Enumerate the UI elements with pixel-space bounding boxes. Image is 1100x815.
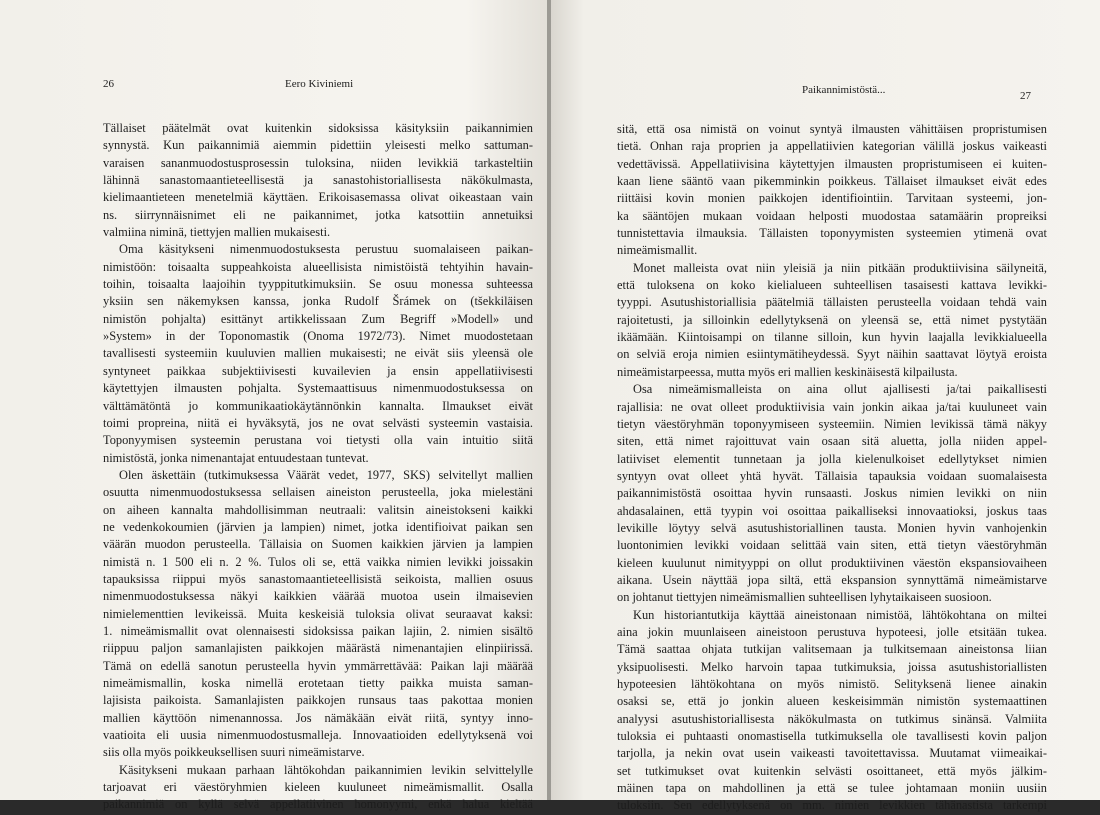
text-line: tarjolla, ja nekin ovat usein vaikeasti tavoitettavissa. Muutamat viimeaikai- <box>617 746 1047 761</box>
text-line: ikäämään. Kiintoisampi on tilanne silloin, kun hyvin laajalla levikkialueella <box>617 330 1047 345</box>
text-line: mäinen tapa on mahdollinen ja että se tulee johtamaan moniin uusiin <box>617 781 1047 796</box>
right-page <box>551 0 1100 813</box>
text-line: sitä, että osa nimistä on voinut syntyä ilmausten vähittäisen propristumisen <box>617 122 1047 136</box>
text-line: nimenmuodostuksessa näkyi kaikkien väärää muotoa usein ilmaisevien <box>103 589 533 604</box>
text-line: on johtanut tiettyjen nimeämismallien suhteellisen lyhytaikaiseen suosioon. <box>617 590 992 605</box>
text-line: aina jokin muunlaiseen aineistoon perustuva hypoteesi, jolle etsitään tukea. <box>617 624 1047 639</box>
text-line: Olen äskettäin (tutkimuksessa Väärät vedet, 1977, SKS) selvitellyt mallien <box>119 467 533 482</box>
left-page <box>0 0 549 812</box>
text-line: siten, että nimet rajoittuvat vain osaan sitä aluetta, jolla niiden appel- <box>617 434 1047 449</box>
text-line: tapauksissa riippui myös sanastomaantieteellisistä seikoista, mallien osuus <box>103 571 533 586</box>
text-line: toihin, toisaalta laajoihin tyyppitutkimuksiin. Se osuu monessa suhteessa <box>103 277 533 292</box>
text-line: välttämätöntä jo kommunikaatiokäytännönkin kannalta. Ilmaukset eivät <box>103 398 533 413</box>
text-line: nimeämismallin, koska nimellä erotetaan tietty paikka muista saman- <box>103 676 533 690</box>
text-line: tietyn väestöryhmän toponyymiseen systeemiin. Nimien levikissä tämä näkyy <box>617 416 1047 431</box>
text-line: tavallisesti systeemiin kuuluvien mallien mukaisesti; ne eivät siis yleensä ole <box>103 346 533 361</box>
text-line: analyysi asutushistoriallisesta näkökulmasta on tutkimus sinänsä. Valmiita <box>617 711 1047 726</box>
text-line: vedettävissä. Appellatiivisina käytettyjen ilmausten propristumiseen ei kuiten- <box>617 156 1047 171</box>
text-line: että tuloksena on koko kielialueen suhteellisen tasaisesti kattava levikki- <box>617 278 1047 293</box>
text-line: aikana. Usein näyttää jopa siltä, että ekspansion synnyttämä nimeämistarve <box>617 572 1047 587</box>
text-line: rajallisia: ne ovat olleet produktiivisia vain jonkin aikaa ja/tai kuuluneet vain <box>617 399 1047 414</box>
text-line: ka sääntöjen mukaan voidaan helposti muodostaa satamäärin propreiksi <box>617 208 1047 223</box>
text-line: Osa nimeämismalleista on aina ollut ajallisesti ja/tai paikallisesti <box>633 382 1047 397</box>
page-number-left: 26 <box>103 78 114 90</box>
text-line: ns. siirrynnäisnimet eli ne paikannimet, jotka katsottiin annetuiksi <box>103 207 533 222</box>
text-line: valmiina niminä, tiettyjen mallien mukaisesti. <box>103 225 331 240</box>
text-line: nimistöön: toisaalta suppeahkoista alueellisista nimistöistä tehtyihin havain- <box>103 259 533 274</box>
text-line: tietä. Onhan raja proprien ja appellatiivien kategorian välillä joskus vaikeasti <box>617 139 1047 154</box>
text-line: kielimaantieteen menetelmiä käyttäen. Erikoisasemassa olivat oikeastaan vain <box>103 190 533 205</box>
text-line: Käsitykseni mukaan parhaan lähtökohdan paikannimien levikin selvittelylle <box>119 762 533 777</box>
text-line: tyyppi. Asutushistoriallisia päätelmiä tällaisten perusteella voidaan tehdä vain <box>617 295 1047 310</box>
text-line: levikille löytyy selvä asutushistoriallinen tausta. Monien hyvin vanhojenkin <box>617 520 1047 535</box>
text-line: lajisista paikoista. Samanlajisten paikkojen runsaus taas pakottaa monien <box>103 693 533 708</box>
text-line: paikannimiä on kyllä selvä appellatiivinen homonyymi, enkä halua kieltää <box>103 797 533 812</box>
text-line: 1. nimeämismallit ovat olennaisesti sidoksissa paikan lajiin, 2. nimien sisältö <box>103 623 533 638</box>
text-line: ne vedenkokoumien (järvien ja lampien) nimet, jotka identifioivat paikan sen <box>103 519 533 534</box>
text-line: vaatioita eli uusia nimenmuodostusmalleja. Innovaatioiden edellytyksenä voi <box>103 728 533 743</box>
text-line: synnystä. Kun paikannimiä aiemmin pidettiin yleisesti melko sattuman- <box>103 138 533 153</box>
text-line: yksipuolisesti. Melko harvoin tapaa tutkimuksia, joissa asutushistoriallisten <box>617 659 1047 674</box>
page-number-right: 27 <box>1020 90 1031 102</box>
text-line: tunnistettavia ilmauksia. Tällaisten toponyymisten systeemien ytimenä ovat <box>617 226 1047 241</box>
text-line: Toponyymisen systeemin perustana voi tietysti olla vain intuitio siitä <box>103 433 533 448</box>
text-line: Monet malleista ovat niin yleisiä ja niin pitkään produktiivisina säilyneitä, <box>633 260 1047 275</box>
text-line: Tämä saattaa ohjata tutkijan valitsemaan ja tulkitsemaan aineistonsa liian <box>617 642 1047 657</box>
text-line: riittäisi kovin monien paikkojen identifiointiin. Tarvitaan systeemi, jon- <box>617 191 1047 206</box>
text-line: yksiin sen näkemyksen kanssa, jonka Rudolf Šrámek on (tšekkiläisen <box>103 294 533 309</box>
text-line: kieleen kuulunut nimityyppi on ollut produktiivinen väestön ekspansiovaiheen <box>617 555 1047 570</box>
text-line: väärän muodon perusteella. Tällaisia on Suomen kaikkien järvien ja lampien <box>103 537 533 552</box>
text-line: tuloksiin. Sen edellytyksenä on mm. nimien levikkien tähänastista tarkempi <box>617 798 1047 813</box>
text-line: riippuu paljon samanlajisten paikkojen määrästä nimenantajien elinpiirissä. <box>103 641 533 656</box>
running-head-title: Paikannimistöstä... <box>802 84 886 96</box>
text-line: siis olla myös poikkeuksellisen suuri nimeämistarve. <box>103 745 365 760</box>
text-line: syntyyn ovat olleet yhtä hyvät. Tällaisia tapauksia voidaan suomalaisesta <box>617 468 1047 483</box>
text-line: nimielementtien levikeissä. Muita keskeisiä tuloksia olivat seuraavat kaksi: <box>103 606 533 621</box>
text-line: käytettyjen ilmausten pohjalta. Systemaattisuus nimenmuodostuksessa on <box>103 381 533 396</box>
text-line: luontonimien levikki voidaan selittää vain siten, että tietyn väestöryhmän <box>617 538 1047 553</box>
text-line: Tällaiset päätelmät ovat kuitenkin sidoksissa käsityksiin paikannimien <box>103 121 533 135</box>
text-line: paikannimistöstä osoittaa hyvin runsaasti. Joskus nimien levikki on niin <box>617 486 1047 501</box>
text-line: nimeämistarpeessa, mutta myös eri mallien keskinäisestä kilpailusta. <box>617 364 958 379</box>
text-line: Kun historiantutkija käyttää aineistonaan nimistöä, lähtökohtana on miltei <box>633 607 1047 622</box>
text-line: nimistä n. 1 500 eli n. 2 %. Tulos oli se, että vaikka nimien levikki joissakin <box>103 554 533 569</box>
text-line: Oma käsitykseni nimenmuodostuksesta perustuu suomalaiseen paikan- <box>119 242 533 257</box>
text-line: on selviä eroja nimien esiintymätiheydessä. Syyt näihin saattavat löytyä eroista <box>617 347 1047 362</box>
text-line: nimistöstä, jonka nimenantajat entuudestaan tuntevat. <box>103 450 369 465</box>
text-line: on aiheen kannalta mahdollisimman neutraali: valitsin aineistokseni kaikki <box>103 502 533 517</box>
text-line: varaisen sananmuodostusprosessin tuloksina, niiden levikkiä tarkasteltiin <box>103 155 533 170</box>
right-page-body-text <box>617 121 1047 815</box>
text-line: kaan liene sääntö vaan pikemminkin poikkeus. Tällaiset ilmaukset eivät edes <box>617 174 1047 189</box>
text-line: hypoteesien lähtökohtana on myös nimistö. Selityksenä lienee ainakin <box>617 677 1047 691</box>
text-line: osuutta nimenmuodostuksessa sellaisen aineiston perusteella, joka mielestäni <box>103 485 533 500</box>
left-page-body-text <box>103 120 533 814</box>
text-line: tarjoavat eri väestöryhmien kieleen kuuluneet nimeämismallit. Osalla <box>103 780 533 795</box>
text-line: mallien käyttöön nimenannossa. Jos nämäkään eivät riitä, syntyy inno- <box>103 710 533 725</box>
text-line: lähinnä sanastomaantieteellisestä ja sanastohistoriallisesta näkökulmasta, <box>103 173 533 188</box>
text-line: set tutkimukset ovat kuitenkin selvästi osoittaneet, että myös jälkim- <box>617 763 1047 778</box>
text-line: ahdasalainen, että tyypin voi osoittaa paikalliseksi innovaatioksi, joskus taas <box>617 503 1047 518</box>
text-line: nimistön pohjalta) esittänyt artikkelissaan Zum Begriff »Modell» und <box>103 311 533 326</box>
text-line: syntyneet paikkaa subjektiivisesti kuvailevien ja ensin appellatiivisesti <box>103 363 533 378</box>
text-line: osaksi se, että jo jonkin alueen keskeisimmän nimistön systemaattinen <box>617 694 1047 709</box>
text-line: toimi propreina, niitä ei hyväksytä, jos ne ovat selvästi systeemin vastaisia. <box>103 415 533 430</box>
text-line: nimeämismallit. <box>617 243 698 258</box>
text-line: rajoitetusti, ja silloinkin edellytyksenä on yleensä se, että nimet pystytään <box>617 312 1047 327</box>
running-head-author: Eero Kiviniemi <box>285 78 354 90</box>
text-line: Tämä on edellä sanotun perusteella hyvin ymmärrettävää: Paikan laji määrää <box>103 658 533 673</box>
text-line: tuloksia ei puhtaasti onomastisella tutkimuksella ole tavallisesti kovin paljon <box>617 729 1047 744</box>
text-line: latiiviset elementit tunnetaan ja jolla kielenulkoiset edellytykset nimien <box>617 451 1047 466</box>
text-line: »System» in der Toponomastik (Onoma 1972/73). Nimet muodostetaan <box>103 329 533 344</box>
